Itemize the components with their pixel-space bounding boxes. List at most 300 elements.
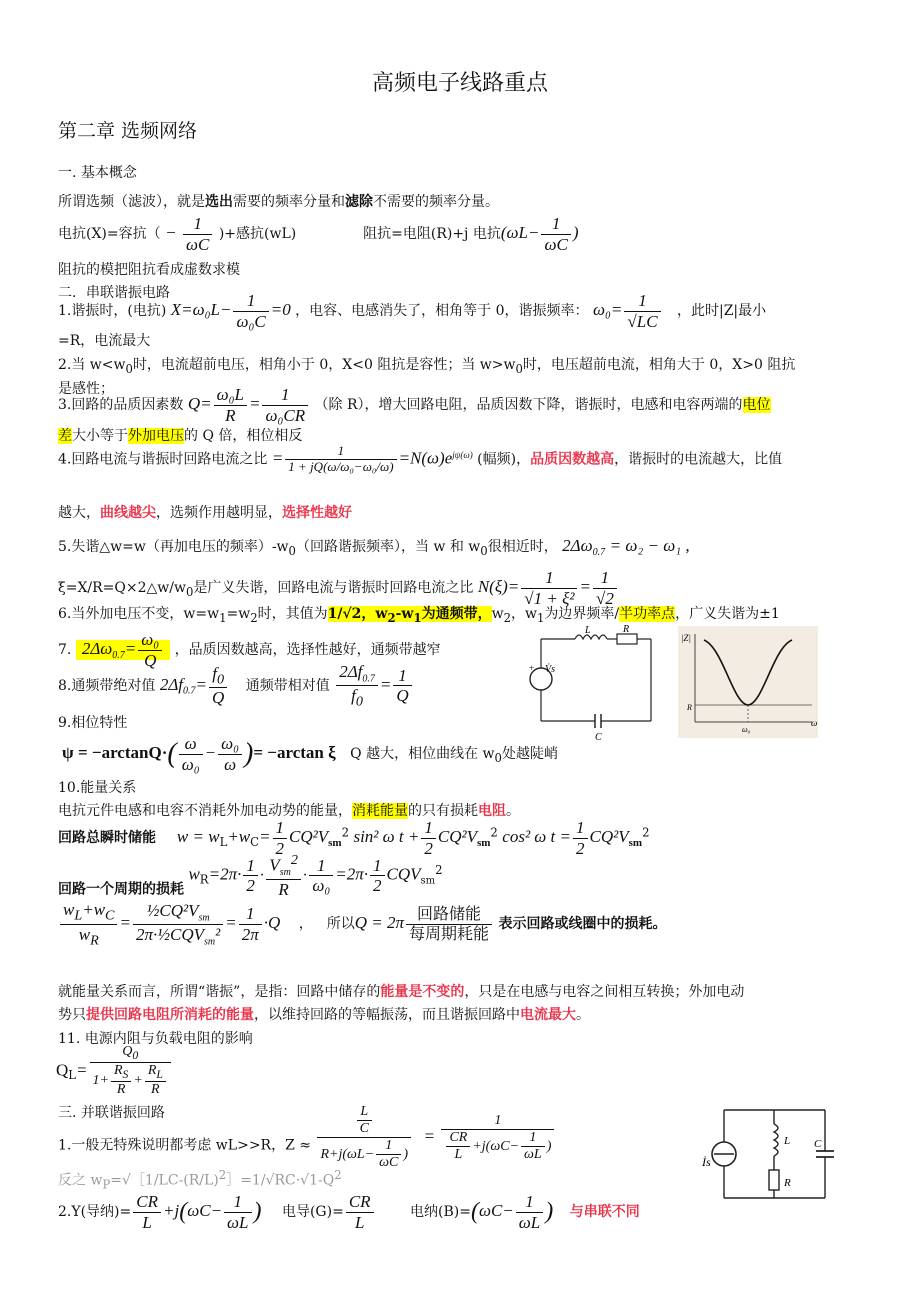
text: 6.当外加电压不变，w=w bbox=[58, 606, 220, 622]
text-bold: 选出 bbox=[205, 194, 233, 210]
denominator: 2π bbox=[241, 924, 259, 944]
ql-formula: $Q_L=$ $Q_0$ 1+ $\frac{R_S}{R}$ + $\frac{R_L}{R}$ bbox=[56, 1044, 173, 1099]
denominator: L bbox=[454, 1146, 463, 1162]
fraction-1-over-w0c bbox=[233, 291, 268, 331]
text: 所以 bbox=[326, 916, 355, 933]
numerator: ω bbox=[179, 734, 203, 755]
sub-sm: sm bbox=[628, 836, 643, 849]
highlight-formula: $2\Delta\omega_{0.7}=$ $\frac{\text{ω₀}}{Q}$ bbox=[76, 640, 170, 660]
fraction-1-over-w0 bbox=[309, 856, 333, 896]
text: -w bbox=[395, 606, 414, 622]
w0-label: ω₀ bbox=[742, 725, 751, 734]
r: R bbox=[320, 1147, 330, 1162]
text: ，只是在电感与电容之间相互转换；外加电动 bbox=[464, 984, 745, 1000]
numerator: 1 bbox=[239, 904, 262, 925]
numerator: ω₀ bbox=[218, 734, 242, 755]
numerator: 1 bbox=[421, 818, 436, 839]
formula-x: X bbox=[170, 300, 182, 320]
numerator: 1 bbox=[309, 856, 333, 877]
formula-ql: Q bbox=[56, 1060, 69, 1080]
text: 处越陡峭 bbox=[501, 746, 558, 763]
text: 电抗元件电感和电容不消耗外加电动势的能量， bbox=[58, 803, 352, 819]
sqrt-arg: 2 bbox=[605, 588, 614, 608]
formula-exponent: jψ(ω) bbox=[452, 449, 473, 460]
numerator: $f_0$ bbox=[209, 664, 227, 689]
text: 时，电压超前电流，相角大于 0，X>0 阻抗 bbox=[522, 357, 796, 373]
item-4: 4.回路电流与谐振时回路电流之比 = $\frac{1}{\text{1 + jQ(ω/ω₀−ω₀/ω)}}$ $=N(\omega)e^{j\psi(\omega)}$ (幅频)，品质因数越高，谐振时的电流越大，比值 bbox=[58, 443, 783, 474]
formula-arctan-xi: = −arctan ξ bbox=[253, 743, 336, 763]
text: 1.谐振时，(电抗) bbox=[58, 303, 167, 320]
highlight: 电位 bbox=[742, 397, 771, 414]
text: 需要的频率分量和 bbox=[233, 194, 345, 210]
highlight: 外加电压 bbox=[128, 428, 184, 444]
denominator: 2 bbox=[576, 838, 585, 858]
reactance-label: 电抗(X)=容抗（ bbox=[58, 226, 161, 243]
text: 的 Q 倍，相位相反 bbox=[184, 428, 303, 444]
formula-w: w = w bbox=[176, 827, 220, 847]
highlight: 消耗能量 bbox=[352, 803, 408, 819]
formula-minus: − bbox=[527, 223, 540, 243]
text: 反之 w bbox=[58, 1172, 103, 1189]
numerator: 1 bbox=[273, 818, 288, 839]
denominator: √1 + ξ² bbox=[524, 588, 575, 608]
section3-heading: 三. 并联谐振回路 bbox=[58, 1105, 165, 1121]
red-text: 电流最大 bbox=[520, 1007, 576, 1023]
w: w bbox=[78, 924, 91, 944]
text: 大小等于 bbox=[72, 428, 128, 444]
r: R bbox=[147, 1063, 157, 1079]
formula-q: Q bbox=[268, 913, 281, 933]
text: ξ=X/R=Q×2△w/w bbox=[58, 580, 186, 597]
sub: 0.7 bbox=[183, 685, 196, 697]
denominator: C bbox=[359, 1121, 369, 1137]
wc: ωC bbox=[187, 1201, 211, 1221]
denominator: ω₀ bbox=[181, 754, 200, 774]
text: 为通频带， bbox=[421, 606, 492, 622]
text: = bbox=[423, 1126, 435, 1146]
highlight-bandwidth: 1/√2，$w_2-w_1$为通频带， bbox=[327, 606, 492, 625]
formula-n: N(ω)e bbox=[410, 448, 453, 468]
text: 。 bbox=[506, 803, 520, 819]
formula-2df: 2Δf bbox=[159, 674, 184, 694]
item-8: 8.通频带绝对值 $2\Delta f_{0.7}=$ $\frac{f_0}{Q}$ 通频带相对值 $\frac{2\Delta f_{0.7}}{f_0}$ = $\frac{1}{Q}$ bbox=[58, 662, 414, 710]
formula-2dw: 2Δω bbox=[81, 639, 113, 659]
denominator: ω₀C bbox=[236, 311, 266, 331]
numerator: ω₀ bbox=[138, 630, 162, 651]
numerator: $\frac{1}{2}CQ^2V_{sm}$ bbox=[133, 901, 223, 925]
formula-w0l: ω₀L bbox=[192, 300, 220, 320]
denominator: 1+ $\frac{R_S}{R}$ + $\frac{R_L}{R}$ bbox=[90, 1063, 171, 1098]
resistor-label: R bbox=[784, 1177, 791, 1189]
text: ，以维持回路的等幅振荡，而且谐振回路中 bbox=[254, 1007, 520, 1023]
fraction-1-over-w0cr bbox=[262, 385, 308, 425]
2pi: 2π· bbox=[135, 924, 158, 944]
numerator: 1 bbox=[521, 1130, 545, 1147]
source-label: V̇s bbox=[545, 664, 555, 675]
denominator: $\frac{CR}{L}$ +j(ωC− $\frac{1}{\omega L}$ ) bbox=[441, 1130, 554, 1163]
minus: − bbox=[353, 458, 363, 474]
numerator: 1 bbox=[376, 1138, 401, 1155]
wc: ωC bbox=[490, 1138, 510, 1154]
resonance-paragraph-1 bbox=[58, 981, 744, 1001]
denominator: ω bbox=[224, 754, 237, 774]
w: ω bbox=[327, 458, 337, 474]
item-10: 10.能量关系 bbox=[58, 780, 137, 796]
fraction-amplitude bbox=[285, 444, 396, 475]
text: ，广义失谐为±1 bbox=[675, 606, 780, 622]
formula-cos: cos² ω t = bbox=[502, 827, 572, 847]
text: ，w bbox=[511, 606, 537, 622]
text: =w bbox=[226, 606, 251, 622]
reactance-line: 电抗(X)=容抗（ − $\frac{1}{\omega C}$ )+感抗(wL) 阻抗=电阻(R)+j 电抗(ωL− $\frac{1}{\omega C}$ ) bbox=[58, 214, 579, 254]
numerator: CR bbox=[346, 1192, 374, 1213]
formula-nxi: N(ξ) bbox=[477, 577, 508, 597]
numerator: 回路储能 bbox=[406, 905, 492, 924]
j: j bbox=[174, 1201, 180, 1221]
text: 很相近时， bbox=[487, 539, 558, 555]
sub-sm: sm bbox=[328, 836, 342, 849]
fraction-1-over-q bbox=[393, 666, 411, 706]
numerator: 1 bbox=[573, 818, 588, 839]
text: 时，其值为 bbox=[257, 606, 328, 622]
numerator: L bbox=[357, 1104, 372, 1121]
red-text: 品质因数越高 bbox=[530, 451, 615, 468]
capacitor-label: C bbox=[595, 732, 602, 743]
item-3: 3.回路的品质因素数 Q= $\frac{\text{ω₀L}}{R}$ = $\frac{1}{\text{ω₀CR}}$ （除 R），增大回路电阻，品质因数下降，谐振时，电感和电容两端的电位 bbox=[58, 385, 771, 425]
inductor-icon bbox=[774, 1124, 778, 1156]
fraction-rs-over-r bbox=[111, 1063, 131, 1098]
text: （回路谐振频率），当 w 和 w bbox=[295, 539, 481, 555]
y-axis-label: |Z| bbox=[681, 633, 691, 643]
text: 越大， bbox=[58, 505, 100, 521]
formula-wr: w bbox=[188, 864, 200, 884]
svg-text:+: + bbox=[529, 663, 535, 673]
cq2v: CQ²V bbox=[159, 900, 199, 920]
half bbox=[243, 856, 258, 896]
item-11: 11. 电源内阻与负载电阻的影响 bbox=[58, 1031, 253, 1047]
numerator: 1 bbox=[233, 291, 268, 312]
parallel-item-1 bbox=[58, 1104, 556, 1171]
fraction-f0-over-q bbox=[209, 664, 227, 708]
r-label: R bbox=[687, 703, 692, 712]
denominator: R bbox=[116, 1082, 126, 1098]
fraction-1-over-wc bbox=[541, 214, 570, 254]
item-6: 6.当外加电压不变，$w=w_1=w_2$时，其值为1/√2，$w_2-w_1$为通频带，$w_2$，$w_1$为边界频率/半功率点，广义失谐为±1 bbox=[58, 606, 780, 625]
loss-line: 回路一个周期的损耗 $w_R=2\pi\cdot$ $\frac{1}{2}$ · $\frac{V_{sm}^2}{R}$ · $\frac{1}{\text{ω₀}}$ =2π· $\frac{1}{2}$ $CQV_{sm}^2$ bbox=[58, 852, 443, 899]
numerator: 1 bbox=[370, 856, 385, 877]
text: w bbox=[491, 606, 504, 622]
series-circuit-diagram bbox=[525, 624, 660, 743]
q: Q bbox=[122, 1044, 133, 1059]
denominator: R bbox=[225, 405, 236, 425]
text: Q 越大，相位曲线在 w bbox=[350, 746, 495, 763]
w: w bbox=[63, 900, 75, 919]
section1-heading: 一. 基本概念 bbox=[58, 165, 137, 181]
numerator: 1 bbox=[243, 856, 258, 877]
formula-2dw: 2Δω bbox=[562, 536, 593, 555]
fraction-1-over-wl bbox=[516, 1192, 543, 1232]
formula-wl: ωL bbox=[506, 223, 528, 243]
parallel-item-2: 2.Y(导纳)= $\frac{CR}{L}$ +j(ωC− $\frac{1}{\omega L}$ ) 电导(G)= $\frac{CR}{L}$ 电纳(B)=(ωC− $\frac{1}{\omega L}$ ) 与串联不同 bbox=[58, 1192, 640, 1232]
text: 3.回路的品质因素数 bbox=[58, 397, 184, 414]
red-text: 提供回路电阻所消耗的能量 bbox=[86, 1007, 254, 1023]
bold-label: 回路一个周期的损耗 bbox=[58, 881, 184, 898]
text-bold: 滤除 bbox=[345, 194, 373, 210]
r: R bbox=[113, 1063, 123, 1079]
denominator: L bbox=[142, 1212, 152, 1232]
text: ，品质因数越高，选择性越好，通频带越窄 bbox=[174, 642, 441, 659]
item-1: 1.谐振时，(电抗) X=ω₀L− $\frac{1}{\text{ω₀C}}$ =0 ，电容、电感消失了，相角等于 0，谐振频率： ω₀= $\frac{1}{√LC}$ ，此时|Z|最小 bbox=[58, 291, 767, 331]
text: ， bbox=[298, 916, 313, 933]
text: 不需要的频率分量。 bbox=[373, 194, 499, 210]
formula-minus: − bbox=[219, 300, 232, 320]
inductor-label: L bbox=[585, 625, 591, 636]
denominator: ωC bbox=[379, 1155, 399, 1171]
denominator: R bbox=[278, 879, 289, 899]
text: 势只 bbox=[58, 1007, 86, 1023]
modulus-note: 阻抗的模把阻抗看成虚数求模 bbox=[58, 262, 240, 278]
sub: sm bbox=[279, 867, 291, 879]
numerator bbox=[317, 1104, 411, 1138]
impedance-label: 阻抗=电阻(R)+j 电抗 bbox=[363, 226, 501, 243]
numerator: $V_{sm}^2$ bbox=[266, 852, 301, 880]
fraction-rl-over-r bbox=[145, 1063, 166, 1098]
text: 8.通频带绝对值 bbox=[58, 677, 156, 694]
denominator: 2 bbox=[424, 838, 433, 858]
chapter-heading: 第二章 选频网络 bbox=[58, 120, 198, 142]
fraction-ql bbox=[90, 1044, 171, 1099]
formula-cq2v: CQ²V bbox=[289, 827, 329, 847]
item-2-cont: 是感性； bbox=[58, 381, 114, 397]
capacitor-label: C bbox=[814, 1138, 822, 1150]
fraction-w0l-over-r bbox=[214, 385, 247, 425]
denominator: 2 bbox=[246, 876, 255, 896]
numerator: 1 bbox=[393, 666, 411, 687]
denominator: Q bbox=[212, 688, 225, 708]
numerator: 1 bbox=[624, 291, 660, 312]
denominator: Q bbox=[396, 686, 409, 706]
numerator: $R_L$ bbox=[145, 1063, 166, 1082]
formula-zero: 0 bbox=[282, 300, 291, 320]
numerator bbox=[336, 662, 378, 686]
parallel-circuit-diagram bbox=[700, 1104, 840, 1204]
highlight: 差 bbox=[58, 428, 72, 444]
text: ，电容、电感消失了，相角等于 0，谐振频率： bbox=[295, 303, 589, 320]
denominator: ωL bbox=[518, 1212, 541, 1232]
item-1-cont: =R，电流最大 bbox=[58, 333, 151, 349]
fraction-parallel-z bbox=[317, 1104, 411, 1171]
resistor-icon bbox=[769, 1170, 779, 1190]
numerator: CR bbox=[133, 1192, 161, 1213]
text: 7. bbox=[58, 642, 72, 659]
paragraph-filtering bbox=[58, 191, 499, 211]
formula-arctan: ψ = −arctanQ· bbox=[62, 743, 168, 763]
formula-2pi: 2π· bbox=[220, 864, 242, 884]
fraction-w-over-w0 bbox=[179, 734, 203, 774]
denominator: ωC bbox=[186, 234, 210, 254]
fraction-1-over-wl bbox=[521, 1130, 545, 1163]
ratio-line: $\frac{w_L+w_C}{w_R}$ = $\frac{\frac{1}{2}CQ^2V_{sm}}{2\pi\cdot\frac{1}{2}CQV_{sm}^2}$ = $\frac{1}{2\pi}$ ·Q ， 所以Q = 2π $\frac{\text{回路储能}}{\text{每周期耗能}}$ 表示回路或线圈中的损耗。 bbox=[58, 900, 666, 948]
denominator: R bbox=[151, 1082, 160, 1098]
numerator: $w_L+w_C$ bbox=[60, 900, 117, 925]
sqrt-lc: LC bbox=[636, 311, 658, 331]
text: 的只有损耗 bbox=[408, 803, 478, 819]
denominator: $f_0$ bbox=[351, 685, 363, 710]
sub: sm bbox=[420, 875, 436, 887]
denominator: 2 bbox=[275, 838, 285, 858]
phase-formula: ψ = −arctanQ·( $\frac{\omega}{\text{ω₀}}$ − $\frac{\text{ω₀}}{\omega}$ )= −arctan ξ Q 越大，相位曲线在 $w_0$处越陡峭 bbox=[62, 734, 558, 774]
text: 。 bbox=[576, 1007, 590, 1023]
denominator: ω₀ bbox=[312, 876, 331, 896]
denominator: $2\pi\cdot\frac{1}{2}CQV_{sm}^2$ bbox=[135, 924, 221, 948]
denominator: ωL bbox=[524, 1146, 542, 1162]
formula-cqv: CQV bbox=[386, 864, 421, 884]
formula-1-plus-jq: 1 + jQ( bbox=[288, 458, 328, 474]
f: f bbox=[351, 685, 356, 705]
text: （除 R），增大回路电阻，品质因数下降，谐振时，电感和电容两端的 bbox=[314, 397, 743, 414]
fraction-wl-wc-over-wr bbox=[60, 900, 117, 948]
red-text: 曲线越尖 bbox=[100, 505, 156, 521]
text: 通频带相对值 bbox=[245, 677, 330, 694]
sub-sm: sm bbox=[476, 836, 491, 849]
denominator: L bbox=[354, 1212, 365, 1232]
numerator: 1 bbox=[441, 1113, 554, 1130]
half bbox=[370, 856, 385, 896]
denominator: √LC bbox=[627, 311, 658, 331]
text: 1/√2，w bbox=[327, 606, 388, 622]
fraction-1-over-2pi bbox=[239, 904, 262, 944]
v: V bbox=[269, 855, 280, 875]
total-energy-line: 回路总瞬时储能 $w = w_L+w_C=$ $\frac{1}{2}$ $CQ^2V_{sm}^2$ sin² ω t + $\frac{1}{2}$ $CQ^2V_{sm}^2$ cos² ω t = $\frac{1}{2}$ $CQ^2V_{sm}^2$ bbox=[58, 818, 650, 858]
fraction-energy bbox=[133, 901, 223, 948]
numerator: CR bbox=[446, 1130, 470, 1147]
formula-w0: ω₀ bbox=[592, 300, 611, 320]
text: 为边界频率/ bbox=[544, 606, 620, 622]
w0: ω₀ bbox=[362, 458, 377, 474]
red-text: 与串联不同 bbox=[569, 1204, 640, 1221]
wc: ωC bbox=[478, 1201, 503, 1221]
item-4-cont bbox=[58, 502, 352, 522]
denominator: 1 + jQ(ω/ω₀−ω₀/ω) bbox=[288, 458, 394, 474]
resonance-paragraph-2 bbox=[58, 1004, 590, 1024]
fraction-relative bbox=[336, 662, 378, 710]
formula-cq2v: CQ²V bbox=[589, 827, 629, 847]
faded-note: 反之 $w_P=√[1/LC-(R/L)^2]=1/√RC\cdot√1-Q^2$ bbox=[58, 1168, 342, 1192]
energy-paragraph bbox=[58, 800, 520, 820]
formula-cq2v: CQ²V bbox=[437, 827, 477, 847]
text: 2.Y(导纳)= bbox=[58, 1204, 132, 1221]
w0: ω₀ bbox=[340, 458, 354, 474]
fraction-1-over-wc bbox=[376, 1138, 401, 1171]
section2-heading: 二．串联谐振电路 bbox=[58, 285, 170, 301]
numerator: 1 bbox=[593, 568, 617, 589]
numerator: 1 bbox=[183, 214, 212, 235]
item-5: 5.失谐△w=w（再加电压的频率）$-w_0$（回路谐振频率），当 w 和 $w_0$很相近时， $2\Delta\omega_{0.7} = \omega_2 - \omega_1$ , bbox=[58, 536, 690, 558]
bold-label: 表示回路或线圈中的损耗。 bbox=[498, 916, 667, 933]
fraction-parallel-z2 bbox=[441, 1113, 554, 1163]
red-text: 电阻 bbox=[478, 803, 506, 819]
sub: 0.7 bbox=[592, 546, 606, 558]
numerator: 1 bbox=[541, 214, 570, 235]
text: 电纳(B)= bbox=[410, 1204, 471, 1221]
source-label: İs bbox=[702, 1155, 711, 1169]
text: (幅频)， bbox=[477, 451, 531, 468]
page-title: 高频电子线路重点 bbox=[371, 71, 548, 96]
fraction-cr-over-l bbox=[346, 1192, 374, 1232]
fraction-vsm-over-r bbox=[266, 852, 301, 899]
formula-2pi: 2π· bbox=[346, 864, 369, 884]
text: =√［1/LC-(R/L) bbox=[110, 1172, 219, 1189]
item-3-cont bbox=[58, 425, 302, 445]
denominator: Q bbox=[144, 650, 157, 670]
inductor-label: L bbox=[784, 1135, 791, 1147]
resistor-icon bbox=[617, 634, 637, 644]
sub: sm bbox=[204, 936, 216, 948]
sqrt-arg: 1 + ξ² bbox=[533, 588, 575, 608]
item-2: 2.当 $w<w_0$时，电流超前电压，相角小于 0，X<0 阻抗是容性；当 $w>w_0$时，电压超前电流，相角大于 0，X>0 阻抗 bbox=[58, 357, 796, 376]
wl: ωL bbox=[347, 1147, 365, 1162]
inductor-icon bbox=[575, 635, 607, 639]
denominator: ωC bbox=[544, 234, 568, 254]
w: ω bbox=[380, 458, 390, 474]
fraction-w0-over-w bbox=[218, 734, 242, 774]
denominator: 2 bbox=[373, 876, 382, 896]
half bbox=[573, 818, 588, 858]
bold-label: 回路总瞬时储能 bbox=[58, 830, 156, 847]
text: 5.失谐△w=w（再加电压的频率）-w bbox=[58, 539, 289, 555]
fraction-resonant-frequency bbox=[624, 291, 660, 331]
text: ，谐振时的电流越大，比值 bbox=[614, 451, 783, 468]
numerator: $Q_0$ bbox=[90, 1044, 171, 1063]
numerator: 1 bbox=[516, 1192, 543, 1213]
2df: 2Δf bbox=[339, 662, 363, 681]
minus: − bbox=[204, 743, 217, 763]
f: f bbox=[212, 663, 217, 683]
text: 所谓选频（滤波），就是 bbox=[58, 194, 205, 210]
denominator: ωL bbox=[227, 1212, 249, 1232]
denominator: √2 bbox=[595, 588, 614, 608]
denominator: $w_R$ bbox=[78, 924, 99, 949]
formula-q: Q bbox=[187, 394, 201, 414]
red-text: 选择性越好 bbox=[282, 505, 352, 521]
text: ，此时|Z|最小 bbox=[676, 303, 767, 320]
numerator: ω₀L bbox=[214, 385, 247, 406]
numerator: 1 bbox=[521, 568, 577, 589]
fraction-energy-words bbox=[406, 905, 492, 943]
red-text: 能量是不变的 bbox=[380, 984, 465, 1000]
text: 电导(G)= bbox=[281, 1204, 344, 1221]
text: ］=1/√RC·√1-Q bbox=[226, 1172, 335, 1189]
resistor-label: R bbox=[623, 624, 630, 635]
numerator: 1 bbox=[224, 1192, 251, 1213]
text: 时，电流超前电压，相角小于 0，X<0 阻抗是容性；当 w>w bbox=[132, 357, 516, 373]
numerator: 1 bbox=[262, 385, 308, 406]
denominator: R+j(ωL− $\frac{1}{\omega C}$ ) bbox=[320, 1138, 409, 1171]
fraction-cr-over-l bbox=[133, 1192, 161, 1232]
text: 1.一般无特殊说明都考虑 wL>>R，Z ≈ bbox=[58, 1137, 311, 1154]
text: 4.回路电流与谐振时回路电流之比 bbox=[58, 451, 268, 468]
fraction-1-over-wl bbox=[224, 1192, 251, 1232]
formula-minus: − bbox=[165, 223, 177, 243]
impedance-graph bbox=[678, 626, 818, 738]
fraction-l-over-c bbox=[357, 1104, 372, 1137]
numerator: $R_S$ bbox=[111, 1063, 131, 1082]
fraction-1-over-wc bbox=[183, 214, 212, 254]
item-9: 9.相位特性 bbox=[58, 715, 128, 731]
text: 2.当 w<w bbox=[58, 357, 126, 373]
cqv: CQV bbox=[170, 924, 204, 944]
formula-w2-w1: = ω₂ − ω₁ , bbox=[609, 536, 690, 555]
